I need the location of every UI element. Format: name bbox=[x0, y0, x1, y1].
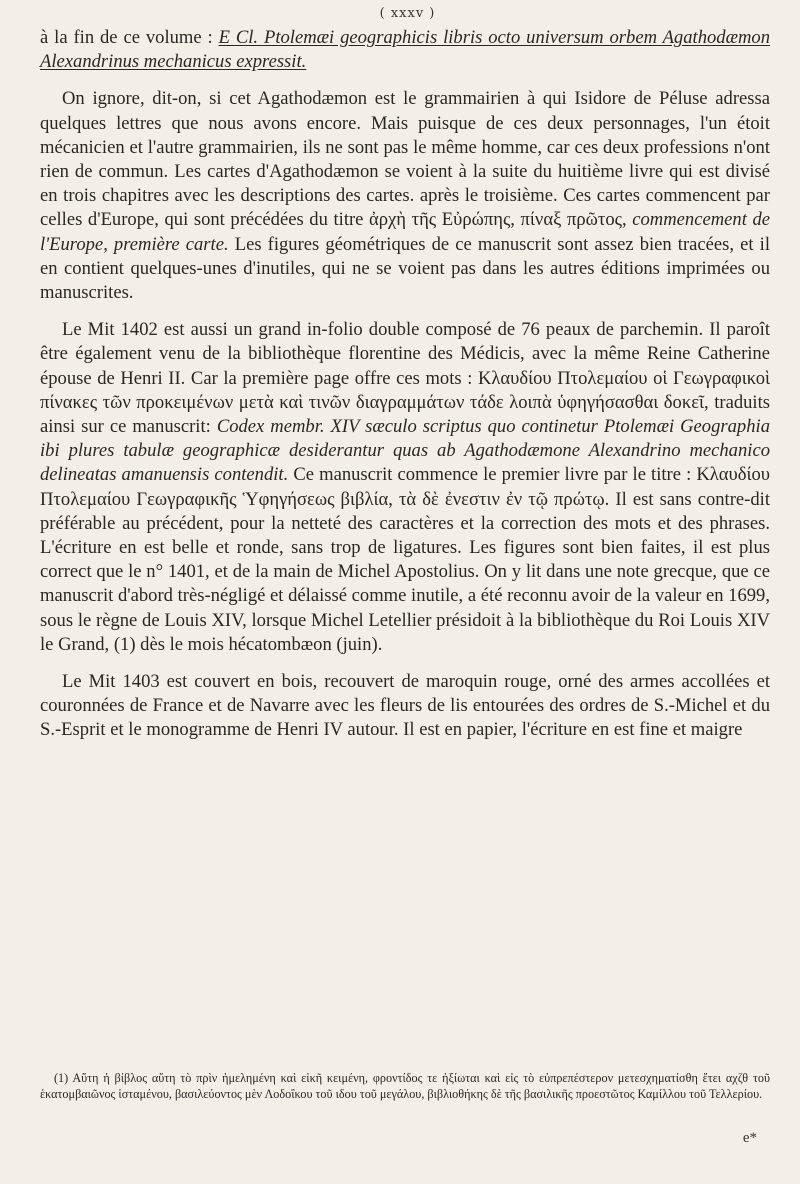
paragraph-ms-1403 bbox=[40, 670, 770, 743]
text-segment: à la fin de ce volume : bbox=[40, 27, 219, 48]
text-segment: Les figures géométriques de ce manuscrit sont assez bien tracées, et il en contient quelques-unes d'inutiles, qui ne se voient pas dans les autres éditions imprimées ou manuscrites. bbox=[40, 233, 770, 304]
text-segment: Ce manuscrit commence le premier livre par le titre : Κλαυδίου Πτολεμαίου Γεωγραφικῆς Ὑφηγήσεως βιβλία, τὰ δὲ ἐνεστιν ἐν τῷ πρώτῳ. Il est sans contre-dit préférable au précédent, pour la netteté des caractères et la correction des mots et des phrases. L'écriture en est belle et ronde, sans trop de ligatures. Les figures sont bien faites, il est plus correct que le n° 1401, et de la main de Michel Apostolius. On y lit dans une note grecque, que ce manuscrit d'abord très-négligé et délaissé comme inutile, a été reconnu avoir de la valeur en 1699, sous le règne de Louis XIV, lorsque Michel Letellier présidoit à la bibliothèque du Roi Louis XIV le Grand, (1) dès le mois hécatombæon (juin). bbox=[40, 464, 771, 655]
italic-latin-quote: Codex membr. XIV sæculo scriptus quo continetur Ptolemæi Geographia ibi plures tabulæ geographicæ desiderantur quas ab Agathodæmone Alexandrino mechanico delineatas amanuensis contendit. bbox=[40, 416, 770, 486]
footnote-1: (1) Αὕτη ἡ βίβλος αὕτη τὸ πρὶν ἠμελημένη καὶ εἰκῆ κειμένη, φροντίδος τε ἠξίωται καὶ εἰς τὸ εὐπρεπέστερον μετεσχηματίσθη ἔτει αχζθ τοῦ ἑκατομβαιῶνος ἱσταμένου, βασιλεύοντος μὲν Λοδοΐκου τοῦ ιδου τοῦ μεγάλου, βιβλιοθήκης δὲ τῆς βασιλικῆς προεστῶτος Καμίλλου τοῦ Τελλερίου. bbox=[40, 1071, 770, 1101]
paragraph-agathodaemon bbox=[40, 87, 770, 305]
signature-mark: e* bbox=[742, 1130, 757, 1146]
paragraph-intro bbox=[40, 26, 770, 74]
paragraph-ms-1402 bbox=[40, 318, 770, 657]
text-segment: Le Mit 1402 est aussi un grand in-folio double composé de 76 peaux de parchemin. Il paroît être également venu de la bibliothèque florentine des Médicis, avec la même Reine Catherine épouse de Henri II. Car la première page offre ces mots : Κλαυδίου Πτολεμαίου οἱ Γεωγραφικοὶ πίνακες τῶν προκειμένων μετὰ καὶ τινῶν διαγραμμάτων τάδε λοιπὰ ὑφηγήσασθαι δοκεῖ, traduits ainsi sur ce manuscrit: bbox=[40, 319, 770, 438]
text-segment: Le Mit 1403 est couvert en bois, recouvert de maroquin rouge, orné des armes accollées et couronnées de France et de Navarre avec les fleurs de lis entourées des ordres de S.-Michel et du S.-Esprit et le monogramme de Henri IV autour. Il est en papier, l'écriture en est fine et maigre bbox=[40, 671, 770, 741]
italic-translation: commencement de l'Europe, première carte. bbox=[40, 209, 770, 255]
latin-title: E Cl. Ptolemæi geographicis libris octo universum orbem Agathodæmon Alexandrinus mechanicus expressit. bbox=[40, 27, 771, 73]
book-page bbox=[40, 0, 775, 1184]
footnotes bbox=[40, 1070, 770, 1102]
text-segment: On ignore, dit-on, si cet Agathodæmon est le grammairien à qui Isidore de Péluse adressa quelques lettres que nous avons encore. Mais puisque de ces deux personnages, l'un étoit mécanicien et l'autre grammairien, ils ne sont pas le même homme, car ces deux professions n'ont rien de commun. Les cartes d'Agathodæmon se voient à la suite du huitième livre qui est divisé en trois chapitres avec les descriptions des cartes. après le troisième. Ces cartes commencent par celles d'Europe, qui sont précédées du titre ἀρχὴ τῆς Εὐρώπης, πίναξ πρῶτος, bbox=[40, 88, 770, 231]
body-text bbox=[40, 26, 770, 743]
page-number-header: ( xxxv ) bbox=[379, 6, 436, 21]
